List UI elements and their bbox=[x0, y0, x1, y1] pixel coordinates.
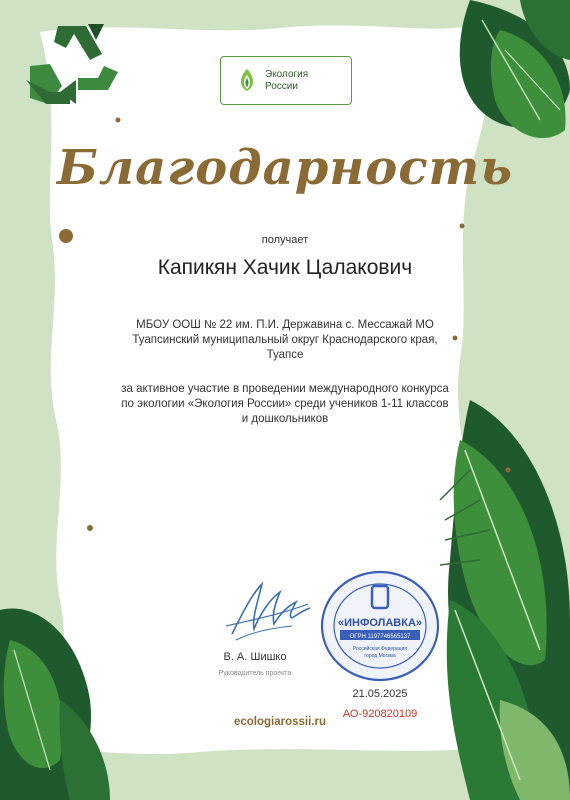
logo-line-1: Экология bbox=[265, 69, 309, 80]
reason-line: за активное участие в проведении международного конкурса bbox=[121, 383, 449, 395]
organization-line: Туапсинский муниципальный округ Краснодарского края, bbox=[132, 334, 438, 346]
logo-ecology-russia bbox=[220, 56, 352, 105]
reason-line: по экологии «Экология России» среди учеников 1-11 классов bbox=[121, 398, 449, 410]
official-stamp bbox=[318, 568, 442, 684]
leaf-logo-icon bbox=[235, 67, 259, 93]
organization-line: МБОУ ООШ № 22 им. П.И. Державина с. Мессажай МО bbox=[136, 319, 434, 331]
recipient-name: Капикян Хачик Цалакович bbox=[157, 256, 413, 279]
issue-date: 21.05.2025 bbox=[352, 688, 408, 700]
signer-role: Руководитель проекта bbox=[218, 670, 292, 677]
stamp-region-1: Российская Федерация bbox=[352, 646, 408, 652]
stamp-ogrn: ОГРН 1197746565137 bbox=[349, 634, 411, 640]
stamp-region-2: город Москва bbox=[364, 653, 396, 659]
organization-line: Туапсе bbox=[266, 349, 304, 361]
signature-image bbox=[222, 574, 312, 644]
logo-text bbox=[265, 69, 308, 93]
reason-line: и дошкольников bbox=[241, 413, 329, 425]
reason-text bbox=[110, 382, 460, 427]
leaves-bottom-right bbox=[440, 400, 570, 800]
document-number: АО-920820109 bbox=[342, 708, 418, 720]
stamp-brand: «ИНФОЛАВКА» bbox=[337, 617, 423, 629]
logo-line-2: России bbox=[265, 81, 298, 92]
signer-name: В. А. Шишко bbox=[223, 651, 287, 663]
certificate-title: Благодарность bbox=[57, 140, 513, 196]
organization-text bbox=[110, 318, 460, 363]
website-link[interactable]: ecologiarossii.ru bbox=[233, 716, 327, 728]
receives-label: получает bbox=[261, 234, 309, 246]
